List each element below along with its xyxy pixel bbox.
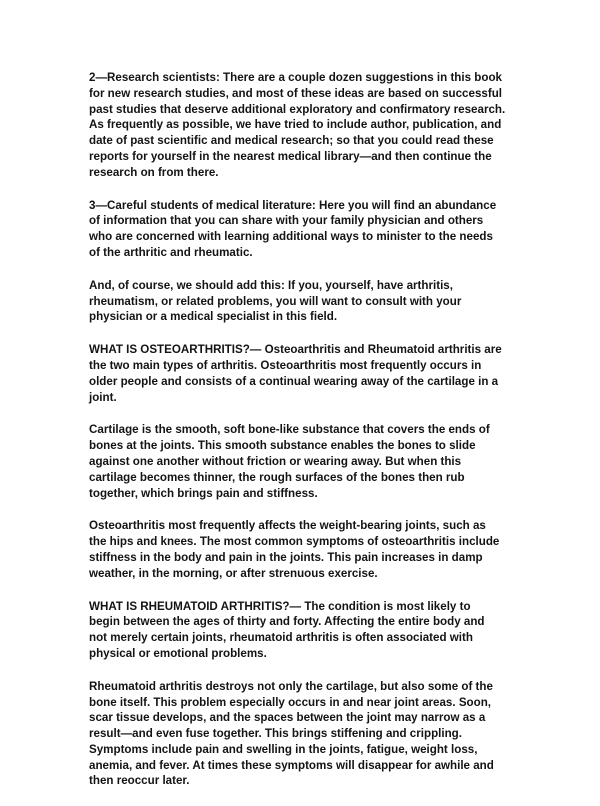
paragraph-what-is-osteoarthritis: WHAT IS OSTEOARTHRITIS?— Osteoarthritis and Rheumatoid arthritis are the two main types of arthritis. Osteoarthritis most frequently occurs in older people and consists of a continual wearing away of the cartilage in a joint. (89, 343, 502, 404)
paragraph-cartilage: Cartilage is the smooth, soft bone-like substance that covers the ends of bones at the joints. This smooth substance enables the bones to slide against one another without friction or wearing away. But when this cartilage becomes thinner, the rough surfaces of the bones then rub together, which brings pain and stiffness. (89, 423, 490, 500)
paragraph-what-is-rheumatoid-arthritis: WHAT IS RHEUMATOID ARTHRITIS?— The condition is most likely to begin between the ages of thirty and forty. Affecting the entire body and not merely certain joints, rheumatoid arthritis is often associated with physical or emotional problems. (89, 599, 485, 660)
paragraph-careful-students: 3—Careful students of medical literature: Here you will find an abundance of information that you can share with your family physician and others who are concerned with learning additional ways to minister to the needs of the arthritic and rheumatic. (89, 198, 497, 259)
paragraph-rheumatoid-symptoms: Rheumatoid arthritis destroys not only the cartilage, but also some of the bone itself. This problem especially occurs in and near joint areas. Soon, scar tissue develops, and the spaces between the joint may narrow as a result—and even fuse together. This brings stiffening and crippling. Symptoms include pain and swelling in the joints, fatigue, weight loss, anemia, and fever. At times these symptoms will disappear for awhile and then reoccur later. (89, 679, 494, 788)
document-body (89, 70, 519, 806)
paragraph-research-scientists: 2—Research scientists: There are a couple dozen suggestions in this book for new research studies, and most of these ideas are based on successful past studies that deserve additional exploratory and confirmatory research. As frequently as possible, we have tried to include author, publication, and date of past scientific and medical research; so that you could read these reports for yourself in the nearest medical library—and then continue the research on from there. (89, 71, 506, 179)
paragraph-osteoarthritis-symptoms: Osteoarthritis most frequently affects the weight-bearing joints, such as the hips and knees. The most common symptoms of osteoarthritis include stiffness in the body and pain in the joints. This pain increases in damp weather, in the morning, or after strenuous exercise. (89, 519, 500, 580)
paragraph-consult-physician: And, of course, we should add this: If you, yourself, have arthritis, rheumatism, or related problems, you will want to consult with your physician or a medical specialist in this field. (89, 278, 462, 324)
